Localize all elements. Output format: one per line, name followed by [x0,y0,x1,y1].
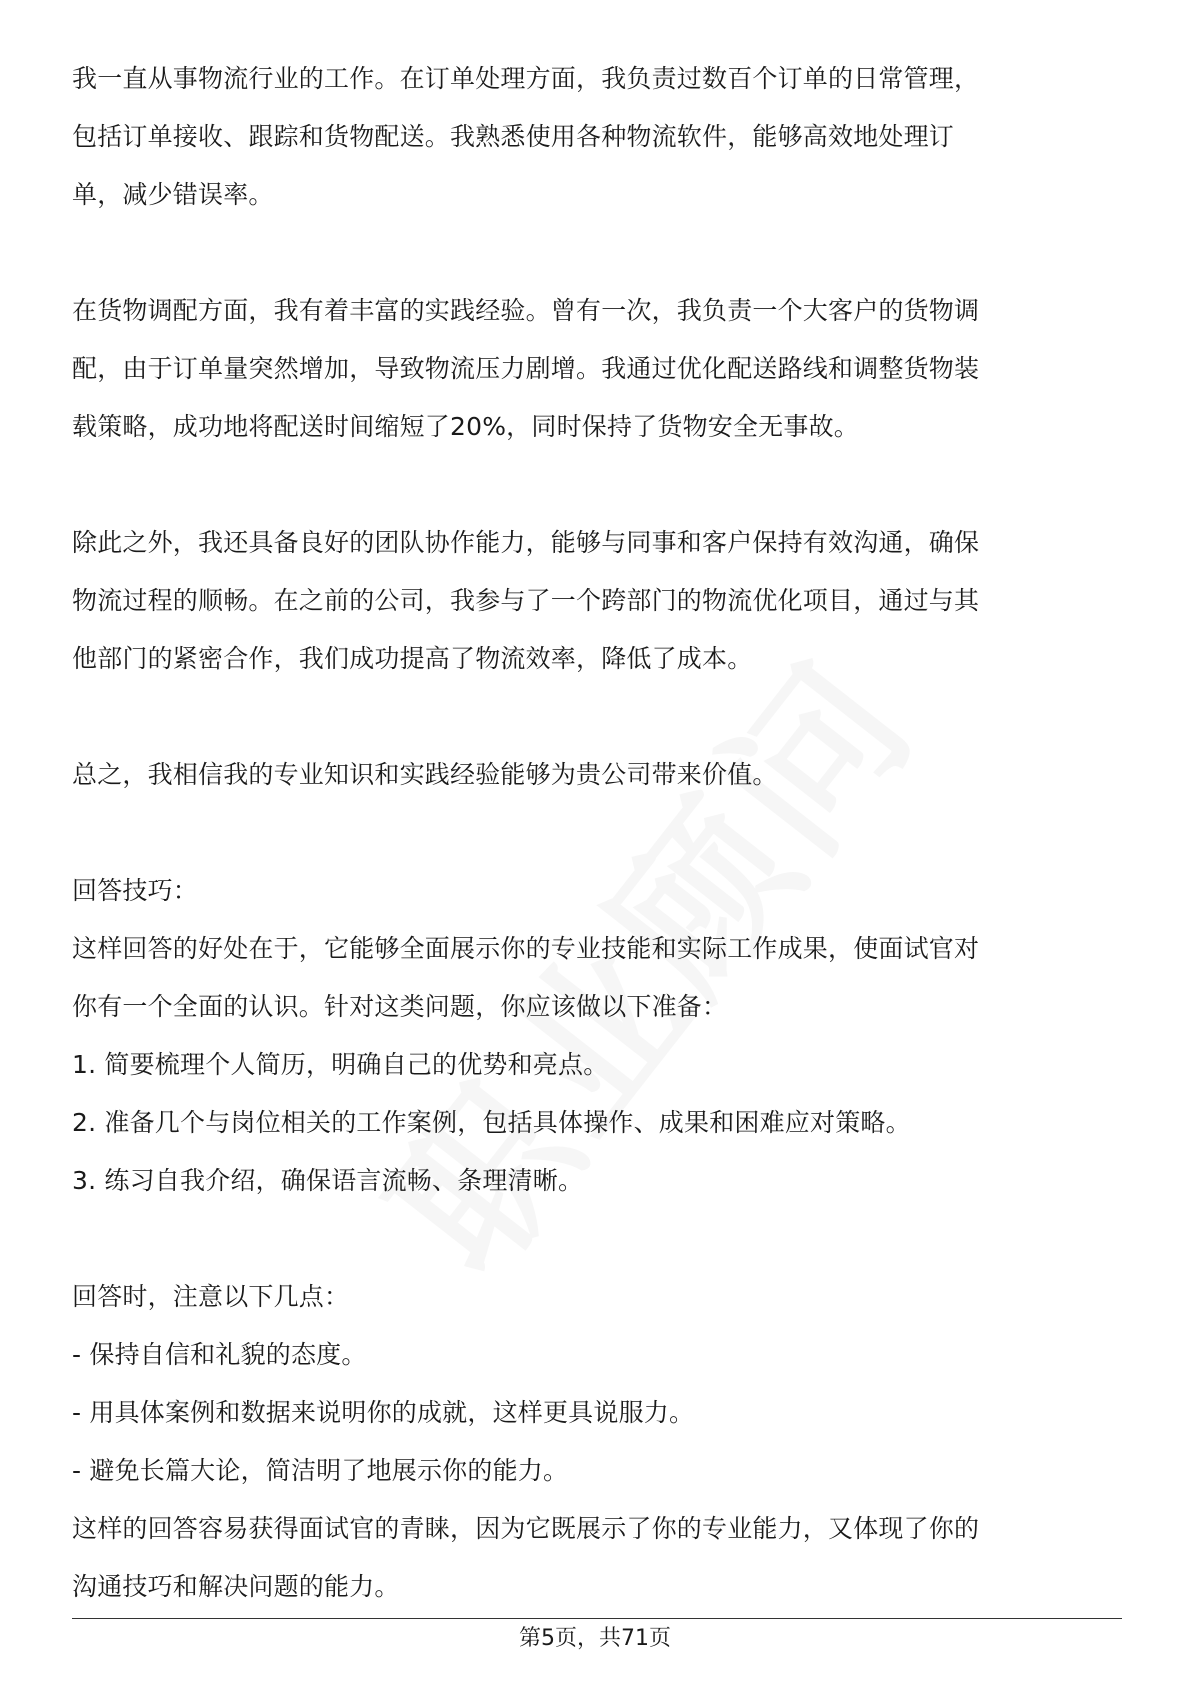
paragraph-gap [72,688,1122,746]
paragraph-gap [72,456,1122,514]
text-line: 你有一个全面的认识。针对这类问题，你应该做以下准备： [72,992,728,1021]
text-line: 包括订单接收、跟踪和货物配送。我熟悉使用各种物流软件，能够高效地处理订 [72,122,955,151]
section-heading: 回答时，注意以下几点： [72,1282,350,1311]
paragraph-gap [72,1210,1122,1268]
text-line: 这样回答的好处在于，它能够全面展示你的专业技能和实际工作成果，使面试官对 [72,934,980,963]
text-line: 单，减少错误率。 [72,180,274,209]
page-number: 第5页，共71页 [519,1626,671,1651]
text-line: 除此之外，我还具备良好的团队协作能力，能够与同事和客户保持有效沟通，确保 [72,528,980,557]
section-heading: 回答技巧： [72,876,199,905]
text-line: 他部门的紧密合作，我们成功提高了物流效率，降低了成本。 [72,644,753,673]
text-line: 我一直从事物流行业的工作。在订单处理方面，我负责过数百个订单的日常管理， [72,64,980,93]
list-item: - 避免长篇大论，简洁明了地展示你的能力。 [72,1456,569,1485]
text-line: 这样的回答容易获得面试官的青睐，因为它既展示了你的专业能力，又体现了你的 [72,1514,980,1543]
paragraph-gap [72,804,1122,862]
text-line: 沟通技巧和解决问题的能力。 [72,1572,400,1601]
list-item: 2. 准备几个与岗位相关的工作案例，包括具体操作、成果和困难应对策略。 [72,1108,911,1137]
footer-divider [72,1618,1122,1619]
list-item: 1. 简要梳理个人简历，明确自己的优势和亮点。 [72,1050,609,1079]
text-line: 载策略，成功地将配送时间缩短了20%，同时保持了货物安全无事故。 [72,412,859,441]
list-item: - 用具体案例和数据来说明你的成就，这样更具说服力。 [72,1398,695,1427]
body-text [72,50,1122,1616]
text-line: 在货物调配方面，我有着丰富的实践经验。曾有一次，我负责一个大客户的货物调 [72,296,980,325]
list-item: 3. 练习自我介绍，确保语言流畅、条理清晰。 [72,1166,584,1195]
text-line: 配，由于订单量突然增加，导致物流压力剧增。我通过优化配送路线和调整货物装 [72,354,980,383]
list-item: - 保持自信和礼貌的态度。 [72,1340,367,1369]
text-line: 总之，我相信我的专业知识和实践经验能够为贵公司带来价值。 [72,760,778,789]
text-line: 物流过程的顺畅。在之前的公司，我参与了一个跨部门的物流优化项目，通过与其 [72,586,980,615]
paragraph-gap [72,224,1122,282]
